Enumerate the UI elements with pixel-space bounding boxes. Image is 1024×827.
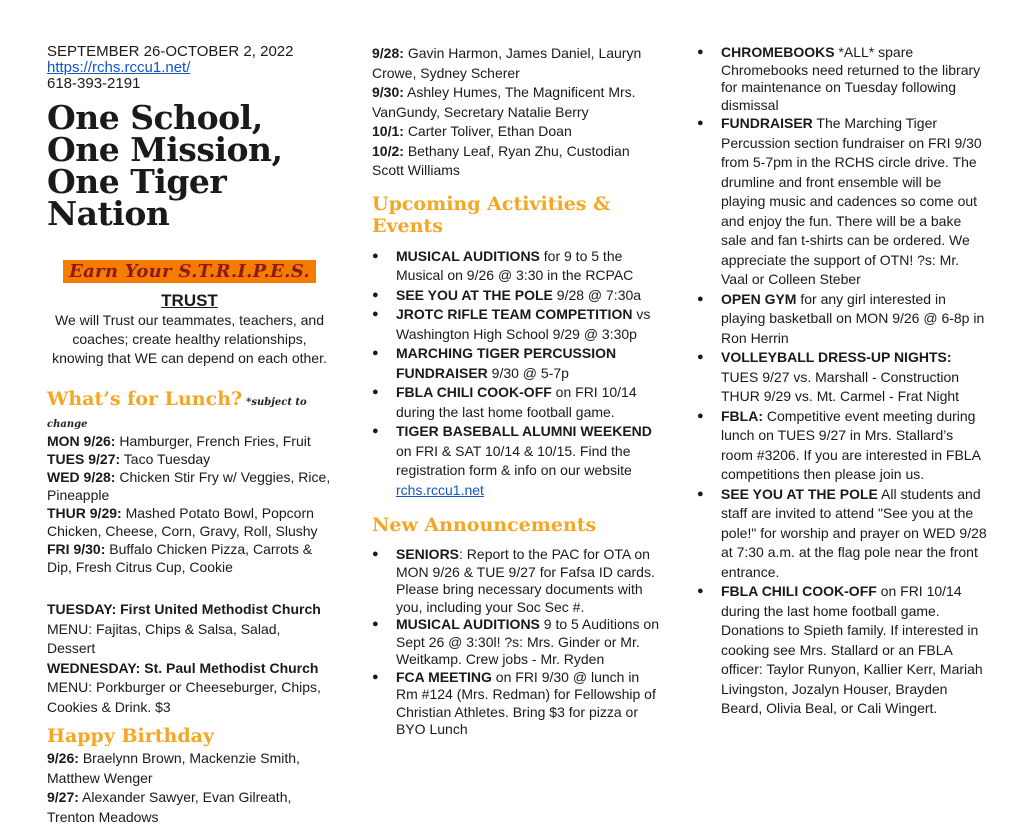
church-name: TUESDAY: First United Methodist Church <box>47 601 321 617</box>
item-title: SEE YOU AT THE POLE <box>396 286 553 303</box>
item-text: Competitive event meeting during lunch on TUES 9/27 in Mrs. Stallard’s room #3206. If you are interested in FBLA competitions then please join us. <box>721 407 981 482</box>
list-item <box>697 582 987 719</box>
birthday-date: 10/1: <box>372 123 404 139</box>
lunch-heading <box>47 388 332 432</box>
list-item <box>372 344 664 383</box>
lunch-day-label: THUR 9/29: <box>47 505 122 521</box>
item-text: on FRI & SAT 10/14 & 10/15. Find the registration form & info on our website <box>396 442 632 478</box>
list-item <box>372 546 664 616</box>
birthday-names: Gavin Harmon, James Daniel, Lauryn Crowe, Sydney Scherer <box>372 45 642 81</box>
title-line-1: One School, <box>47 98 263 137</box>
trait-description: We will Trust our teammates, teachers, and coaches; create healthy relationships, knowing that WE can depend on each other. <box>52 312 327 366</box>
birthday-entry <box>372 44 664 83</box>
birthday-entry <box>47 788 332 827</box>
lunch-menu: Taco Tuesday <box>123 451 211 467</box>
website-inline-link[interactable]: rchs.rccu1.net <box>396 481 484 498</box>
birthday-names: Ashley Humes, The Magnificent Mrs. VanGundy, Secretary Natalie Berry <box>372 84 636 120</box>
item-title: FBLA: <box>721 407 763 424</box>
lunch-menu: Hamburger, French Fries, Fruit <box>119 433 311 449</box>
item-text: All students and staff are invited to attend "See you at the pole!" for worship and prayer on WED 9/28 at 7:30 a.m. at the flag pole near the front entrance. <box>721 485 987 580</box>
item-title: SEE YOU AT THE POLE <box>721 485 878 502</box>
item-title: MUSICAL AUDITIONS <box>396 247 540 264</box>
item-title: FBLA CHILI COOK-OFF <box>721 583 877 599</box>
list-item <box>697 485 987 583</box>
item-title: OPEN GYM <box>721 290 797 307</box>
column-right <box>697 44 987 719</box>
lunch-section <box>47 388 332 717</box>
birthday-date: 10/2: <box>372 142 404 159</box>
item-title: SENIORS <box>396 546 460 562</box>
item-text: on FRI 10/14 during the last home football game. <box>396 384 637 420</box>
title-line-3: One Tiger Nation <box>47 162 227 233</box>
item-text: *ALL* spare Chromebooks need returned to the library for maintenance on Tuesday following dismissal <box>721 44 981 113</box>
item-text: 9/28 @ 7:30a <box>552 286 642 303</box>
title-line-2: One Mission, <box>47 130 283 169</box>
item-text: The Marching Tiger Percussion section fundraiser on FRI 9/30 from 5-7pm in the RCHS circle drive. The drumline and front ensemble will be playing music and cadences so come out and enjoy the fun. There will be a bake sale and fan t-shirts can be ordered. We appreciate the support of OTN! ?s: Mr. Vaal or Colleen Steber <box>721 115 982 287</box>
date-range: SEPTEMBER 26-OCTOBER 2, 2022 <box>47 43 294 60</box>
item-text: vs Washington High School 9/29 @ 3:30p <box>396 306 651 342</box>
item-title: FBLA CHILI COOK-OFF <box>396 384 552 400</box>
list-item <box>697 348 987 407</box>
list-item <box>372 422 664 500</box>
lunch-heading-text: What’s for Lunch? <box>47 388 243 410</box>
birthday-entry <box>372 83 664 122</box>
lunch-day <box>47 504 332 540</box>
announcements-list <box>372 546 664 739</box>
activities-heading: Upcoming Activities & Events <box>372 192 611 237</box>
item-text: 9/30 @ 5-7p <box>487 364 569 381</box>
lunch-note: *subject to change <box>47 397 307 430</box>
list-item <box>697 114 987 290</box>
item-title: MUSICAL AUDITIONS <box>396 616 540 632</box>
lunch-day <box>47 432 332 450</box>
birthday-names: Bethany Leaf, Ryan Zhu, Custodian Scott Williams <box>372 142 630 178</box>
item-text: on FRI 10/14 during the last home football game. Donations to Spieth family. If interested in cooking see Mrs. Stallard or an FBLA officer: Taylor Runyon, Kallier Kerr, Mariah Livingston, Jozalyn Houser, Brayden Beard, Olivia Beal, or Cali Wingert. <box>721 583 983 716</box>
stripes-banner-wrap <box>47 260 332 283</box>
list-item <box>697 290 987 349</box>
newsletter-title <box>47 98 332 233</box>
lunch-day-label: WED 9/28: <box>47 469 116 485</box>
list-item <box>697 407 987 485</box>
item-text: : Report to the PAC for OTA on MON 9/26 & TUE 9/27 for Fafsa ID cards. Please bring necessary documents with you, including your Soc Sec #. <box>396 546 655 615</box>
item-title: FCA MEETING <box>396 668 492 685</box>
phone-number: 618-393-2191 <box>47 75 141 92</box>
church-menu: MENU: Fajitas, Chips & Salsa, Salad, Dessert <box>47 620 281 656</box>
list-item <box>372 616 664 669</box>
item-title: CHROMEBOOKS <box>721 44 835 60</box>
list-item <box>372 286 664 306</box>
column-middle <box>372 44 664 739</box>
birthday-heading: Happy Birthday <box>47 725 215 747</box>
birthday-section <box>47 725 332 827</box>
activities-list <box>372 247 664 501</box>
lunch-menu: Buffalo Chicken Pizza, Carrots & Dip, Fresh Citrus Cup, Cookie <box>47 541 313 575</box>
list-item <box>372 383 664 422</box>
item-text: for 9 to 5 the Musical on 9/26 @ 3:30 in the RCPAC <box>396 247 634 283</box>
item-text: on FRI 9/30 @ lunch in Rm #124 (Mrs. Redman) for Fellowship of Christian Athletes. Bring $3 for pizza or BYO Lunch <box>396 668 656 737</box>
item-title: FUNDRAISER <box>721 115 813 131</box>
list-item <box>372 669 664 739</box>
item-text: THUR 9/29 vs. Mt. Carmel - Frat Night <box>721 388 960 404</box>
list-item <box>697 44 987 114</box>
item-text: 9 to 5 Auditions on Sept 26 @ 3:30l! ?s: Mrs. Ginder or Mr. Weitkamp. Crew jobs - Mr. Ryden <box>396 616 659 667</box>
stripes-banner: Earn Your S.T.R.I.P.E.S. <box>63 260 316 283</box>
church-menu: MENU: Porkburger or Cheeseburger, Chips, Cookies & Drink. $3 <box>47 679 321 715</box>
church-menus <box>47 600 332 717</box>
birthday-date: 9/27: <box>47 789 79 805</box>
birthday-entry <box>47 749 332 788</box>
trait-heading: TRUST <box>161 291 218 310</box>
item-text: for any girl interested in playing basketball on MON 9/26 @ 6-8p in Ron Herrin <box>721 290 985 346</box>
birthday-entry <box>372 142 664 181</box>
birthday-names: Braelynn Brown, Mackenzie Smith, Matthew Wenger <box>47 750 300 786</box>
lunch-day <box>47 540 332 576</box>
announcements-heading: New Announcements <box>372 514 597 536</box>
lunch-menu: Chicken Stir Fry w/ Veggies, Rice, Pineapple <box>47 469 331 503</box>
lunch-day <box>47 468 332 504</box>
announcements-list-continued <box>697 44 987 719</box>
birthday-date: 9/26: <box>47 750 79 766</box>
list-item <box>372 247 664 286</box>
item-title: MARCHING TIGER PERCUSSION FUNDRAISER <box>396 345 617 381</box>
birthday-names: Alexander Sawyer, Evan Gilreath, Trenton Meadows <box>47 789 292 825</box>
birthday-entry <box>372 122 664 142</box>
column-left <box>47 44 332 827</box>
lunch-day-label: FRI 9/30: <box>47 541 106 557</box>
birthday-date: 9/28: <box>372 45 404 61</box>
lunch-day-label: MON 9/26: <box>47 433 116 449</box>
birthday-names: Carter Toliver, Ethan Doan <box>407 123 572 139</box>
item-title: ● VOLLEYBALL DRESS-UP NIGHTS: <box>721 349 952 365</box>
lunch-day-label: TUES 9/27: <box>47 451 121 467</box>
birthday-date: 9/30: <box>372 84 404 100</box>
lunch-menu: Mashed Potato Bowl, Popcorn Chicken, Cheese, Corn, Gravy, Roll, Slushy <box>47 505 318 539</box>
item-title: TIGER BASEBALL ALUMNI WEEKEND <box>396 423 652 439</box>
item-text: TUES 9/27 vs. Marshall - Construction <box>721 368 960 385</box>
lunch-day <box>47 450 332 468</box>
church-name: WEDNESDAY: St. Paul Methodist Church <box>47 659 319 676</box>
list-item <box>372 305 664 344</box>
website-link[interactable]: https://rchs.rccu1.net/ <box>47 59 191 76</box>
item-title: JROTC RIFLE TEAM COMPETITION <box>396 306 633 322</box>
